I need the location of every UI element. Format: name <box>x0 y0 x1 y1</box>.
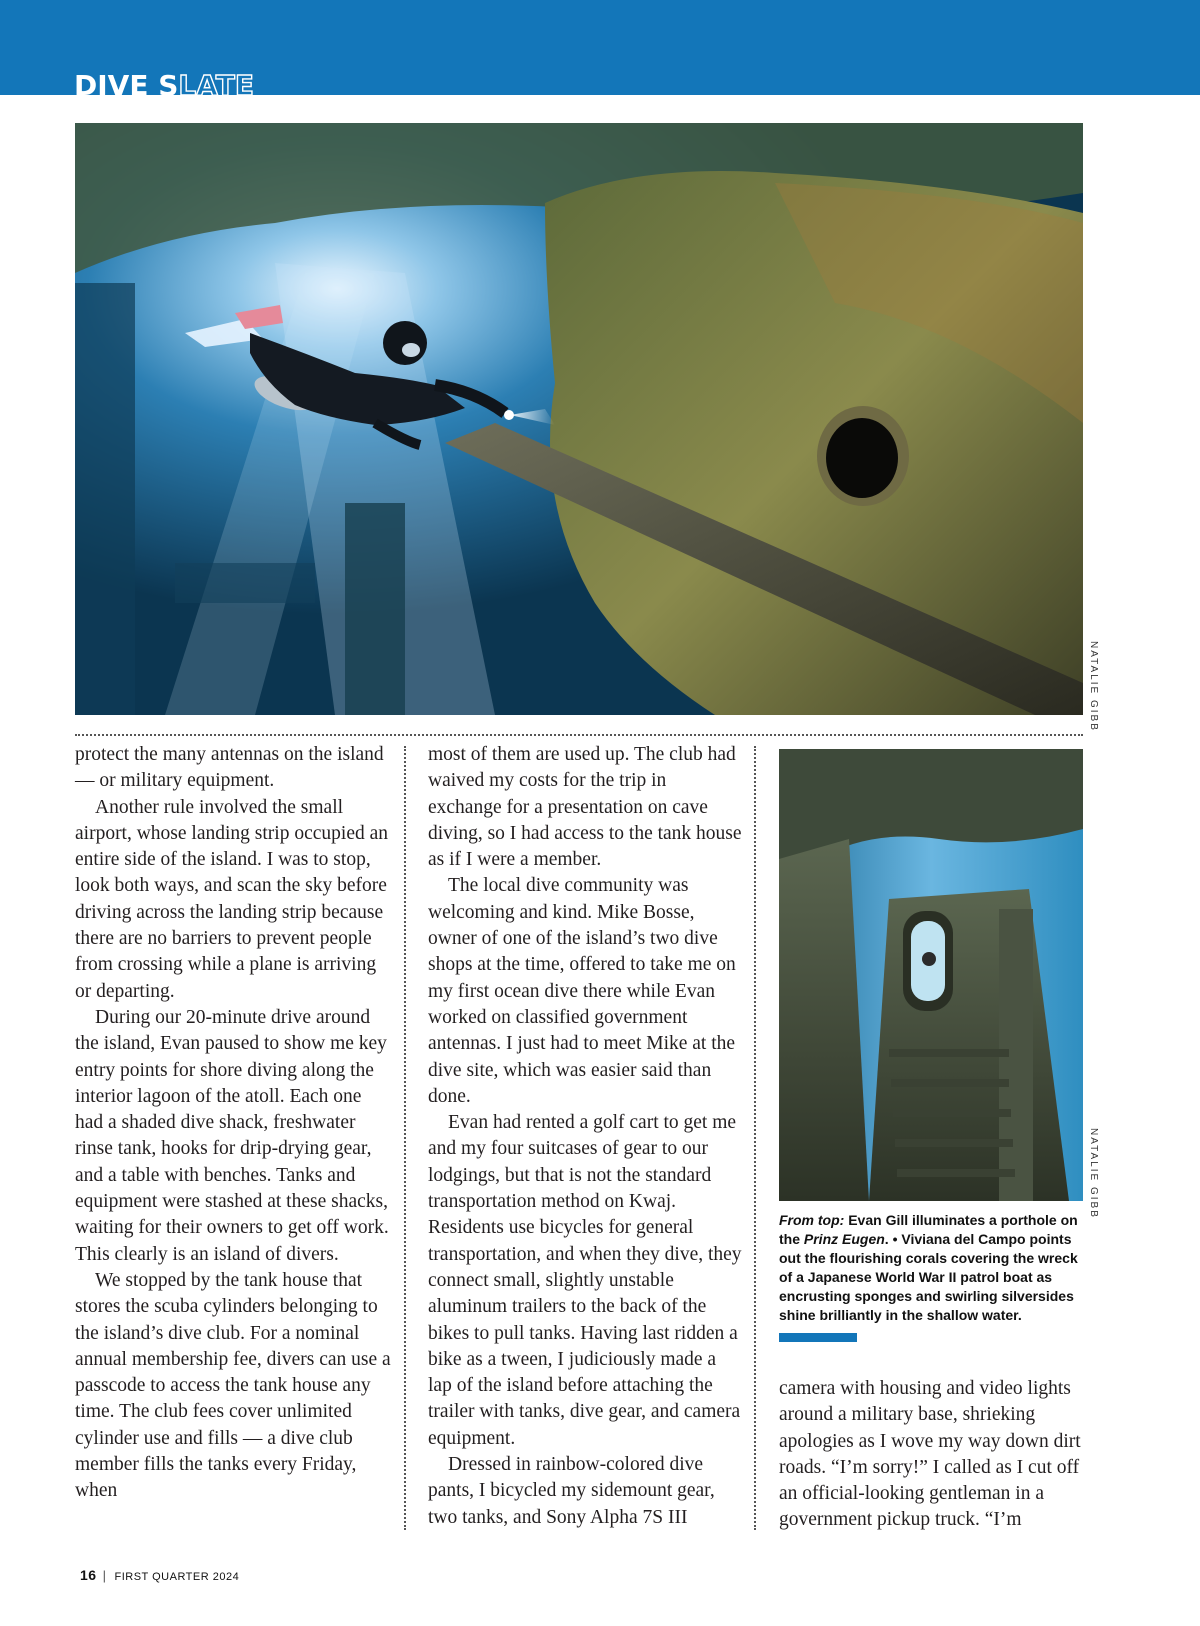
issue-label: FIRST QUARTER 2024 <box>114 1571 240 1583</box>
caption-ship-name: Prinz Eugen <box>803 1231 885 1247</box>
text-column-2 <box>428 742 744 1531</box>
photo-diver-porthole <box>75 123 1083 715</box>
paragraph: The local dive community was welcoming and kind. Mike Bosse, owner of one of the island’s two dive shops at the time, offered to take me on my first ocean dive there while Evan worked on classified government antennas. I just had to meet Mike at the dive site, which was easier said than done. <box>428 875 736 1107</box>
paragraph: Dressed in rainbow-colored dive pants, I bicycled my sidemount gear, two tanks, and Sony Alpha 7S III <box>428 1454 715 1528</box>
paragraph: camera with housing and video lights around a military base, shrieking apologies as I wove my way down dirt roads. “I’m sorry!” I called as I cut off an official-looking gentleman in a government pickup truck. “I’m <box>779 1378 1081 1531</box>
diver-wreck-illustration <box>75 123 1083 715</box>
column-divider-2 <box>754 746 756 1530</box>
text-column-1 <box>75 742 393 1505</box>
dotted-rule <box>75 734 1083 736</box>
patrol-boat-illustration <box>779 749 1083 1201</box>
paragraph: We stopped by the tank house that stores the scuba cylinders belonging to the island’s dive club. For a nominal annual membership fee, divers can use a passcode to access the tank house any time. The club fees cover unlimited cylinder use and fills — a dive club member fills the tanks every Friday, when <box>75 1269 391 1502</box>
paragraph: most of them are used up. The club had waived my costs for the trip in exchange for a presentation on cave diving, so I had access to the tank house as if I were a member. <box>428 744 742 871</box>
photo-credit-top: NATALIE GIBB <box>1088 641 1099 732</box>
paragraph: protect the many antennas on the island — or military equipment. <box>75 744 384 792</box>
text-column-3 <box>779 1376 1091 1534</box>
section-title <box>74 68 254 95</box>
caption-lead: From top: <box>779 1212 845 1228</box>
caption-part-2: . • Viviana del Campo points out the flourishing corals covering the wreck of a Japanese World War II patrol boat as encrusting sponges and swirling silversides shine brilliantly in the shallow water. <box>779 1231 1078 1323</box>
page-footer <box>80 1567 239 1583</box>
header-band <box>0 0 1200 95</box>
footer-separator: | <box>102 1568 107 1583</box>
page-number: 16 <box>80 1567 97 1583</box>
section-title-bold: DIVE S <box>74 69 179 95</box>
photo-caption <box>779 1211 1089 1325</box>
photo-patrol-boat-wreck <box>779 749 1083 1201</box>
paragraph: During our 20-minute drive around the island, Evan paused to show me key entry points for shore diving along the interior lagoon of the atoll. Each one had a shaded dive shack, freshwater rinse tank, hooks for drip-drying gear, and a table with benches. Tanks and equipment were stashed at these shacks, waiting for their owners to get off work. This clearly is an island of divers. <box>75 1006 389 1265</box>
column-divider-1 <box>404 746 406 1530</box>
caption-part-1: Evan Gill illuminates a porthole on the <box>779 1212 1078 1247</box>
paragraph: Another rule involved the small airport, whose landing strip occupied an entire side of the island. I was to stop, look both ways, and scan the sky before driving across the landing strip because there are no barriers to prevent people from crossing while a plane is arriving or departing. <box>75 796 388 1002</box>
photo-credit-side: NATALIE GIBB <box>1088 1128 1099 1219</box>
caption-accent-bar <box>779 1333 857 1342</box>
section-title-outline: LATE <box>178 69 254 95</box>
paragraph: Evan had rented a golf cart to get me and my four suitcases of gear to our lodgings, but that is not the standard transportation method on Kwaj. Residents use bicycles for general transportation, and when they dive, they connect small, slightly unstable aluminum trailers to the back of the bikes to pull tanks. Having last ridden a bike as a tween, I judiciously made a lap of the island before attaching the trailer with tanks, dive gear, and camera equipment. <box>428 1112 742 1449</box>
